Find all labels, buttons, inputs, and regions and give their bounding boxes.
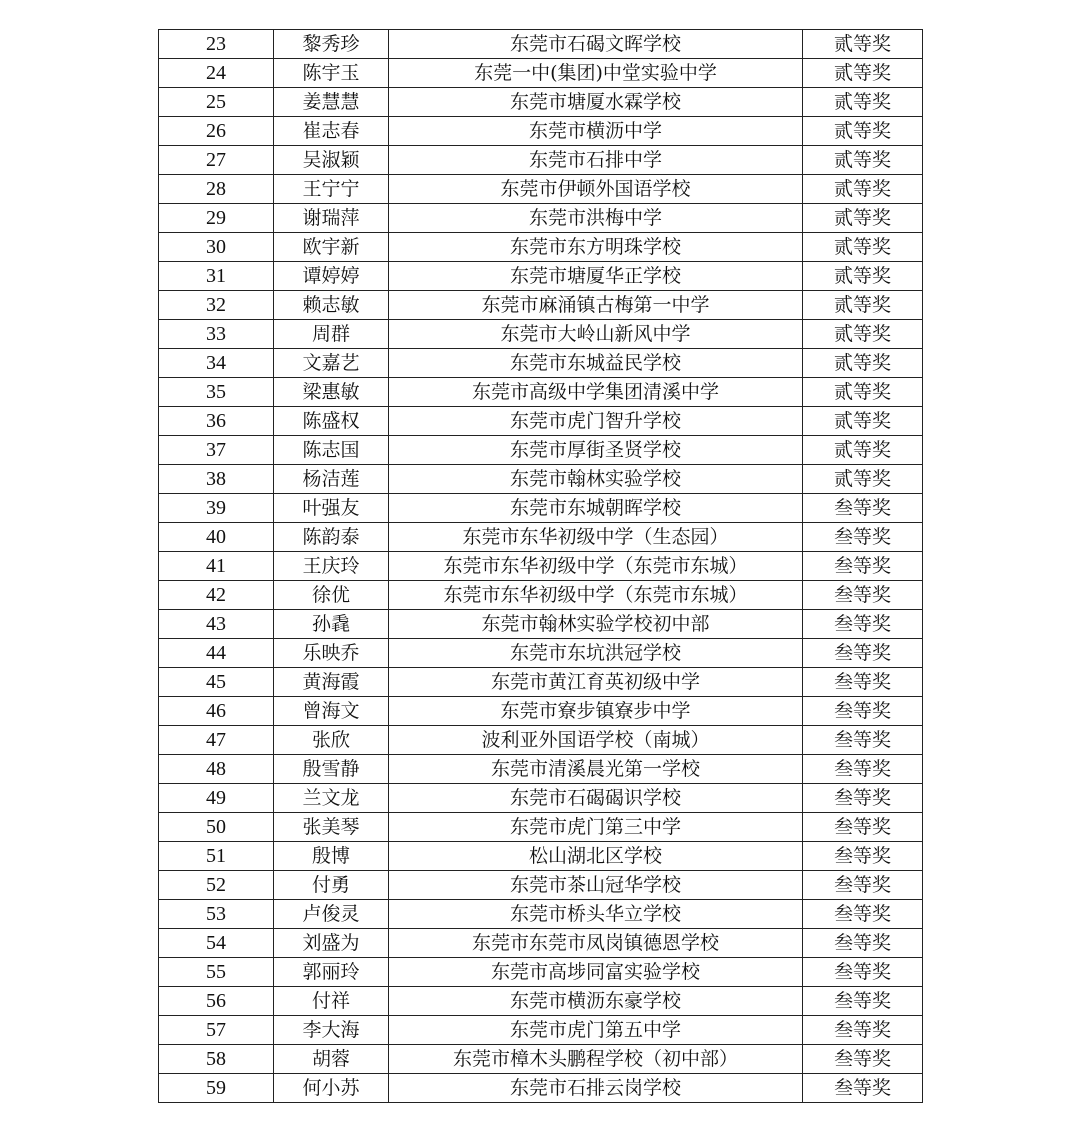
winner-name-cell: 兰文龙 (274, 784, 389, 813)
school-name-cell: 东莞市翰林实验学校 (389, 465, 803, 494)
row-number-cell: 26 (159, 117, 274, 146)
winner-name-cell: 曾海文 (274, 697, 389, 726)
winner-name-cell: 殷雪静 (274, 755, 389, 784)
school-name-cell: 东莞市东坑洪冠学校 (389, 639, 803, 668)
row-number-cell: 32 (159, 291, 274, 320)
row-number-cell: 28 (159, 175, 274, 204)
table-row (159, 581, 923, 610)
award-level-cell: 贰等奖 (803, 175, 923, 204)
award-level-cell: 贰等奖 (803, 378, 923, 407)
school-name-cell: 东莞一中(集团)中堂实验中学 (389, 59, 803, 88)
winner-name-cell: 胡蓉 (274, 1045, 389, 1074)
school-name-cell: 东莞市樟木头鹏程学校（初中部） (389, 1045, 803, 1074)
winner-name-cell: 姜慧慧 (274, 88, 389, 117)
table-row (159, 784, 923, 813)
table-row (159, 30, 923, 59)
row-number-cell: 35 (159, 378, 274, 407)
winner-name-cell: 刘盛为 (274, 929, 389, 958)
award-level-cell: 叁等奖 (803, 842, 923, 871)
table-row (159, 146, 923, 175)
winner-name-cell: 卢俊灵 (274, 900, 389, 929)
winner-name-cell: 黎秀珍 (274, 30, 389, 59)
table-row (159, 842, 923, 871)
row-number-cell: 47 (159, 726, 274, 755)
winner-name-cell: 付祥 (274, 987, 389, 1016)
school-name-cell: 东莞市虎门第五中学 (389, 1016, 803, 1045)
school-name-cell: 东莞市厚街圣贤学校 (389, 436, 803, 465)
row-number-cell: 44 (159, 639, 274, 668)
table-row (159, 552, 923, 581)
row-number-cell: 37 (159, 436, 274, 465)
school-name-cell: 松山湖北区学校 (389, 842, 803, 871)
school-name-cell: 东莞市虎门第三中学 (389, 813, 803, 842)
school-name-cell: 东莞市石碣碣识学校 (389, 784, 803, 813)
award-table-body (159, 30, 923, 1103)
award-level-cell: 贰等奖 (803, 204, 923, 233)
row-number-cell: 54 (159, 929, 274, 958)
winner-name-cell: 李大海 (274, 1016, 389, 1045)
table-row (159, 59, 923, 88)
school-name-cell: 东莞市石排云岗学校 (389, 1074, 803, 1103)
winner-name-cell: 陈韵泰 (274, 523, 389, 552)
award-level-cell: 叁等奖 (803, 1016, 923, 1045)
school-name-cell: 东莞市石碣文晖学校 (389, 30, 803, 59)
school-name-cell: 东莞市东华初级中学（东莞市东城） (389, 552, 803, 581)
table-row (159, 465, 923, 494)
row-number-cell: 24 (159, 59, 274, 88)
row-number-cell: 39 (159, 494, 274, 523)
row-number-cell: 46 (159, 697, 274, 726)
row-number-cell: 50 (159, 813, 274, 842)
school-name-cell: 东莞市黄江育英初级中学 (389, 668, 803, 697)
winner-name-cell: 王宁宁 (274, 175, 389, 204)
table-row (159, 291, 923, 320)
award-level-cell: 叁等奖 (803, 871, 923, 900)
award-level-cell: 贰等奖 (803, 30, 923, 59)
winner-name-cell: 张美琴 (274, 813, 389, 842)
award-level-cell: 叁等奖 (803, 1074, 923, 1103)
school-name-cell: 东莞市虎门智升学校 (389, 407, 803, 436)
table-row (159, 755, 923, 784)
table-row (159, 1016, 923, 1045)
table-row (159, 697, 923, 726)
row-number-cell: 53 (159, 900, 274, 929)
row-number-cell: 27 (159, 146, 274, 175)
table-row (159, 494, 923, 523)
table-row (159, 987, 923, 1016)
row-number-cell: 31 (159, 262, 274, 291)
row-number-cell: 42 (159, 581, 274, 610)
award-level-cell: 贰等奖 (803, 436, 923, 465)
award-level-cell: 贰等奖 (803, 146, 923, 175)
school-name-cell: 东莞市塘厦水霖学校 (389, 88, 803, 117)
row-number-cell: 57 (159, 1016, 274, 1045)
table-row (159, 1045, 923, 1074)
award-level-cell: 叁等奖 (803, 900, 923, 929)
table-row (159, 871, 923, 900)
award-level-cell: 贰等奖 (803, 117, 923, 146)
school-name-cell: 东莞市横沥中学 (389, 117, 803, 146)
award-level-cell: 贰等奖 (803, 59, 923, 88)
winner-name-cell: 徐优 (274, 581, 389, 610)
award-level-cell: 贰等奖 (803, 465, 923, 494)
school-name-cell: 东莞市伊顿外国语学校 (389, 175, 803, 204)
award-level-cell: 叁等奖 (803, 697, 923, 726)
row-number-cell: 52 (159, 871, 274, 900)
award-level-cell: 叁等奖 (803, 813, 923, 842)
winner-name-cell: 赖志敏 (274, 291, 389, 320)
winner-name-cell: 叶强友 (274, 494, 389, 523)
row-number-cell: 49 (159, 784, 274, 813)
winner-name-cell: 杨洁莲 (274, 465, 389, 494)
award-level-cell: 叁等奖 (803, 639, 923, 668)
school-name-cell: 东莞市麻涌镇古梅第一中学 (389, 291, 803, 320)
winner-name-cell: 陈志国 (274, 436, 389, 465)
winner-name-cell: 殷博 (274, 842, 389, 871)
table-row (159, 523, 923, 552)
school-name-cell: 东莞市东城朝晖学校 (389, 494, 803, 523)
winner-name-cell: 崔志春 (274, 117, 389, 146)
table-row (159, 929, 923, 958)
table-row (159, 958, 923, 987)
row-number-cell: 23 (159, 30, 274, 59)
award-level-cell: 叁等奖 (803, 494, 923, 523)
winner-name-cell: 梁惠敏 (274, 378, 389, 407)
row-number-cell: 59 (159, 1074, 274, 1103)
school-name-cell: 东莞市桥头华立学校 (389, 900, 803, 929)
row-number-cell: 25 (159, 88, 274, 117)
table-row (159, 349, 923, 378)
row-number-cell: 56 (159, 987, 274, 1016)
award-level-cell: 贰等奖 (803, 233, 923, 262)
award-level-cell: 叁等奖 (803, 929, 923, 958)
table-row (159, 639, 923, 668)
award-level-cell: 叁等奖 (803, 958, 923, 987)
table-row (159, 1074, 923, 1103)
award-level-cell: 叁等奖 (803, 784, 923, 813)
award-level-cell: 贰等奖 (803, 407, 923, 436)
table-row (159, 262, 923, 291)
award-level-cell: 贰等奖 (803, 320, 923, 349)
school-name-cell: 东莞市清溪晨光第一学校 (389, 755, 803, 784)
table-row (159, 233, 923, 262)
award-level-cell: 叁等奖 (803, 610, 923, 639)
award-level-cell: 贰等奖 (803, 88, 923, 117)
table-row (159, 436, 923, 465)
row-number-cell: 41 (159, 552, 274, 581)
table-row (159, 175, 923, 204)
row-number-cell: 45 (159, 668, 274, 697)
school-name-cell: 东莞市横沥东豪学校 (389, 987, 803, 1016)
row-number-cell: 55 (159, 958, 274, 987)
school-name-cell: 东莞市塘厦华正学校 (389, 262, 803, 291)
winner-name-cell: 郭丽玲 (274, 958, 389, 987)
award-level-cell: 贰等奖 (803, 291, 923, 320)
table-row (159, 320, 923, 349)
table-row (159, 117, 923, 146)
winner-name-cell: 张欣 (274, 726, 389, 755)
school-name-cell: 东莞市高埗同富实验学校 (389, 958, 803, 987)
winner-name-cell: 吴淑颖 (274, 146, 389, 175)
winner-name-cell: 陈宇玉 (274, 59, 389, 88)
school-name-cell: 东莞市东城益民学校 (389, 349, 803, 378)
table-row (159, 407, 923, 436)
school-name-cell: 东莞市石排中学 (389, 146, 803, 175)
table-row (159, 204, 923, 233)
school-name-cell: 东莞市高级中学集团清溪中学 (389, 378, 803, 407)
winner-name-cell: 欧宇新 (274, 233, 389, 262)
table-row (159, 726, 923, 755)
award-level-cell: 贰等奖 (803, 262, 923, 291)
winner-name-cell: 孙毳 (274, 610, 389, 639)
row-number-cell: 51 (159, 842, 274, 871)
school-name-cell: 东莞市寮步镇寮步中学 (389, 697, 803, 726)
row-number-cell: 34 (159, 349, 274, 378)
award-level-cell: 贰等奖 (803, 349, 923, 378)
winner-name-cell: 王庆玲 (274, 552, 389, 581)
winner-name-cell: 黄海霞 (274, 668, 389, 697)
award-table (158, 29, 923, 1103)
row-number-cell: 38 (159, 465, 274, 494)
winner-name-cell: 周群 (274, 320, 389, 349)
row-number-cell: 36 (159, 407, 274, 436)
award-level-cell: 叁等奖 (803, 523, 923, 552)
winner-name-cell: 谢瑞萍 (274, 204, 389, 233)
award-level-cell: 叁等奖 (803, 987, 923, 1016)
row-number-cell: 48 (159, 755, 274, 784)
table-row (159, 900, 923, 929)
winner-name-cell: 乐映乔 (274, 639, 389, 668)
winner-name-cell: 付勇 (274, 871, 389, 900)
award-level-cell: 叁等奖 (803, 755, 923, 784)
winner-name-cell: 文嘉艺 (274, 349, 389, 378)
winner-name-cell: 谭婷婷 (274, 262, 389, 291)
table-row (159, 813, 923, 842)
row-number-cell: 58 (159, 1045, 274, 1074)
school-name-cell: 东莞市翰林实验学校初中部 (389, 610, 803, 639)
award-level-cell: 叁等奖 (803, 668, 923, 697)
school-name-cell: 东莞市东莞市凤岗镇德恩学校 (389, 929, 803, 958)
row-number-cell: 43 (159, 610, 274, 639)
row-number-cell: 30 (159, 233, 274, 262)
school-name-cell: 东莞市大岭山新风中学 (389, 320, 803, 349)
table-row (159, 668, 923, 697)
award-level-cell: 叁等奖 (803, 726, 923, 755)
award-level-cell: 叁等奖 (803, 1045, 923, 1074)
row-number-cell: 40 (159, 523, 274, 552)
award-level-cell: 叁等奖 (803, 552, 923, 581)
school-name-cell: 波利亚外国语学校（南城） (389, 726, 803, 755)
school-name-cell: 东莞市洪梅中学 (389, 204, 803, 233)
table-row (159, 610, 923, 639)
row-number-cell: 33 (159, 320, 274, 349)
winner-name-cell: 何小苏 (274, 1074, 389, 1103)
table-row (159, 378, 923, 407)
row-number-cell: 29 (159, 204, 274, 233)
award-level-cell: 叁等奖 (803, 581, 923, 610)
school-name-cell: 东莞市东方明珠学校 (389, 233, 803, 262)
school-name-cell: 东莞市茶山冠华学校 (389, 871, 803, 900)
winner-name-cell: 陈盛权 (274, 407, 389, 436)
school-name-cell: 东莞市东华初级中学（东莞市东城） (389, 581, 803, 610)
table-row (159, 88, 923, 117)
school-name-cell: 东莞市东华初级中学（生态园） (389, 523, 803, 552)
